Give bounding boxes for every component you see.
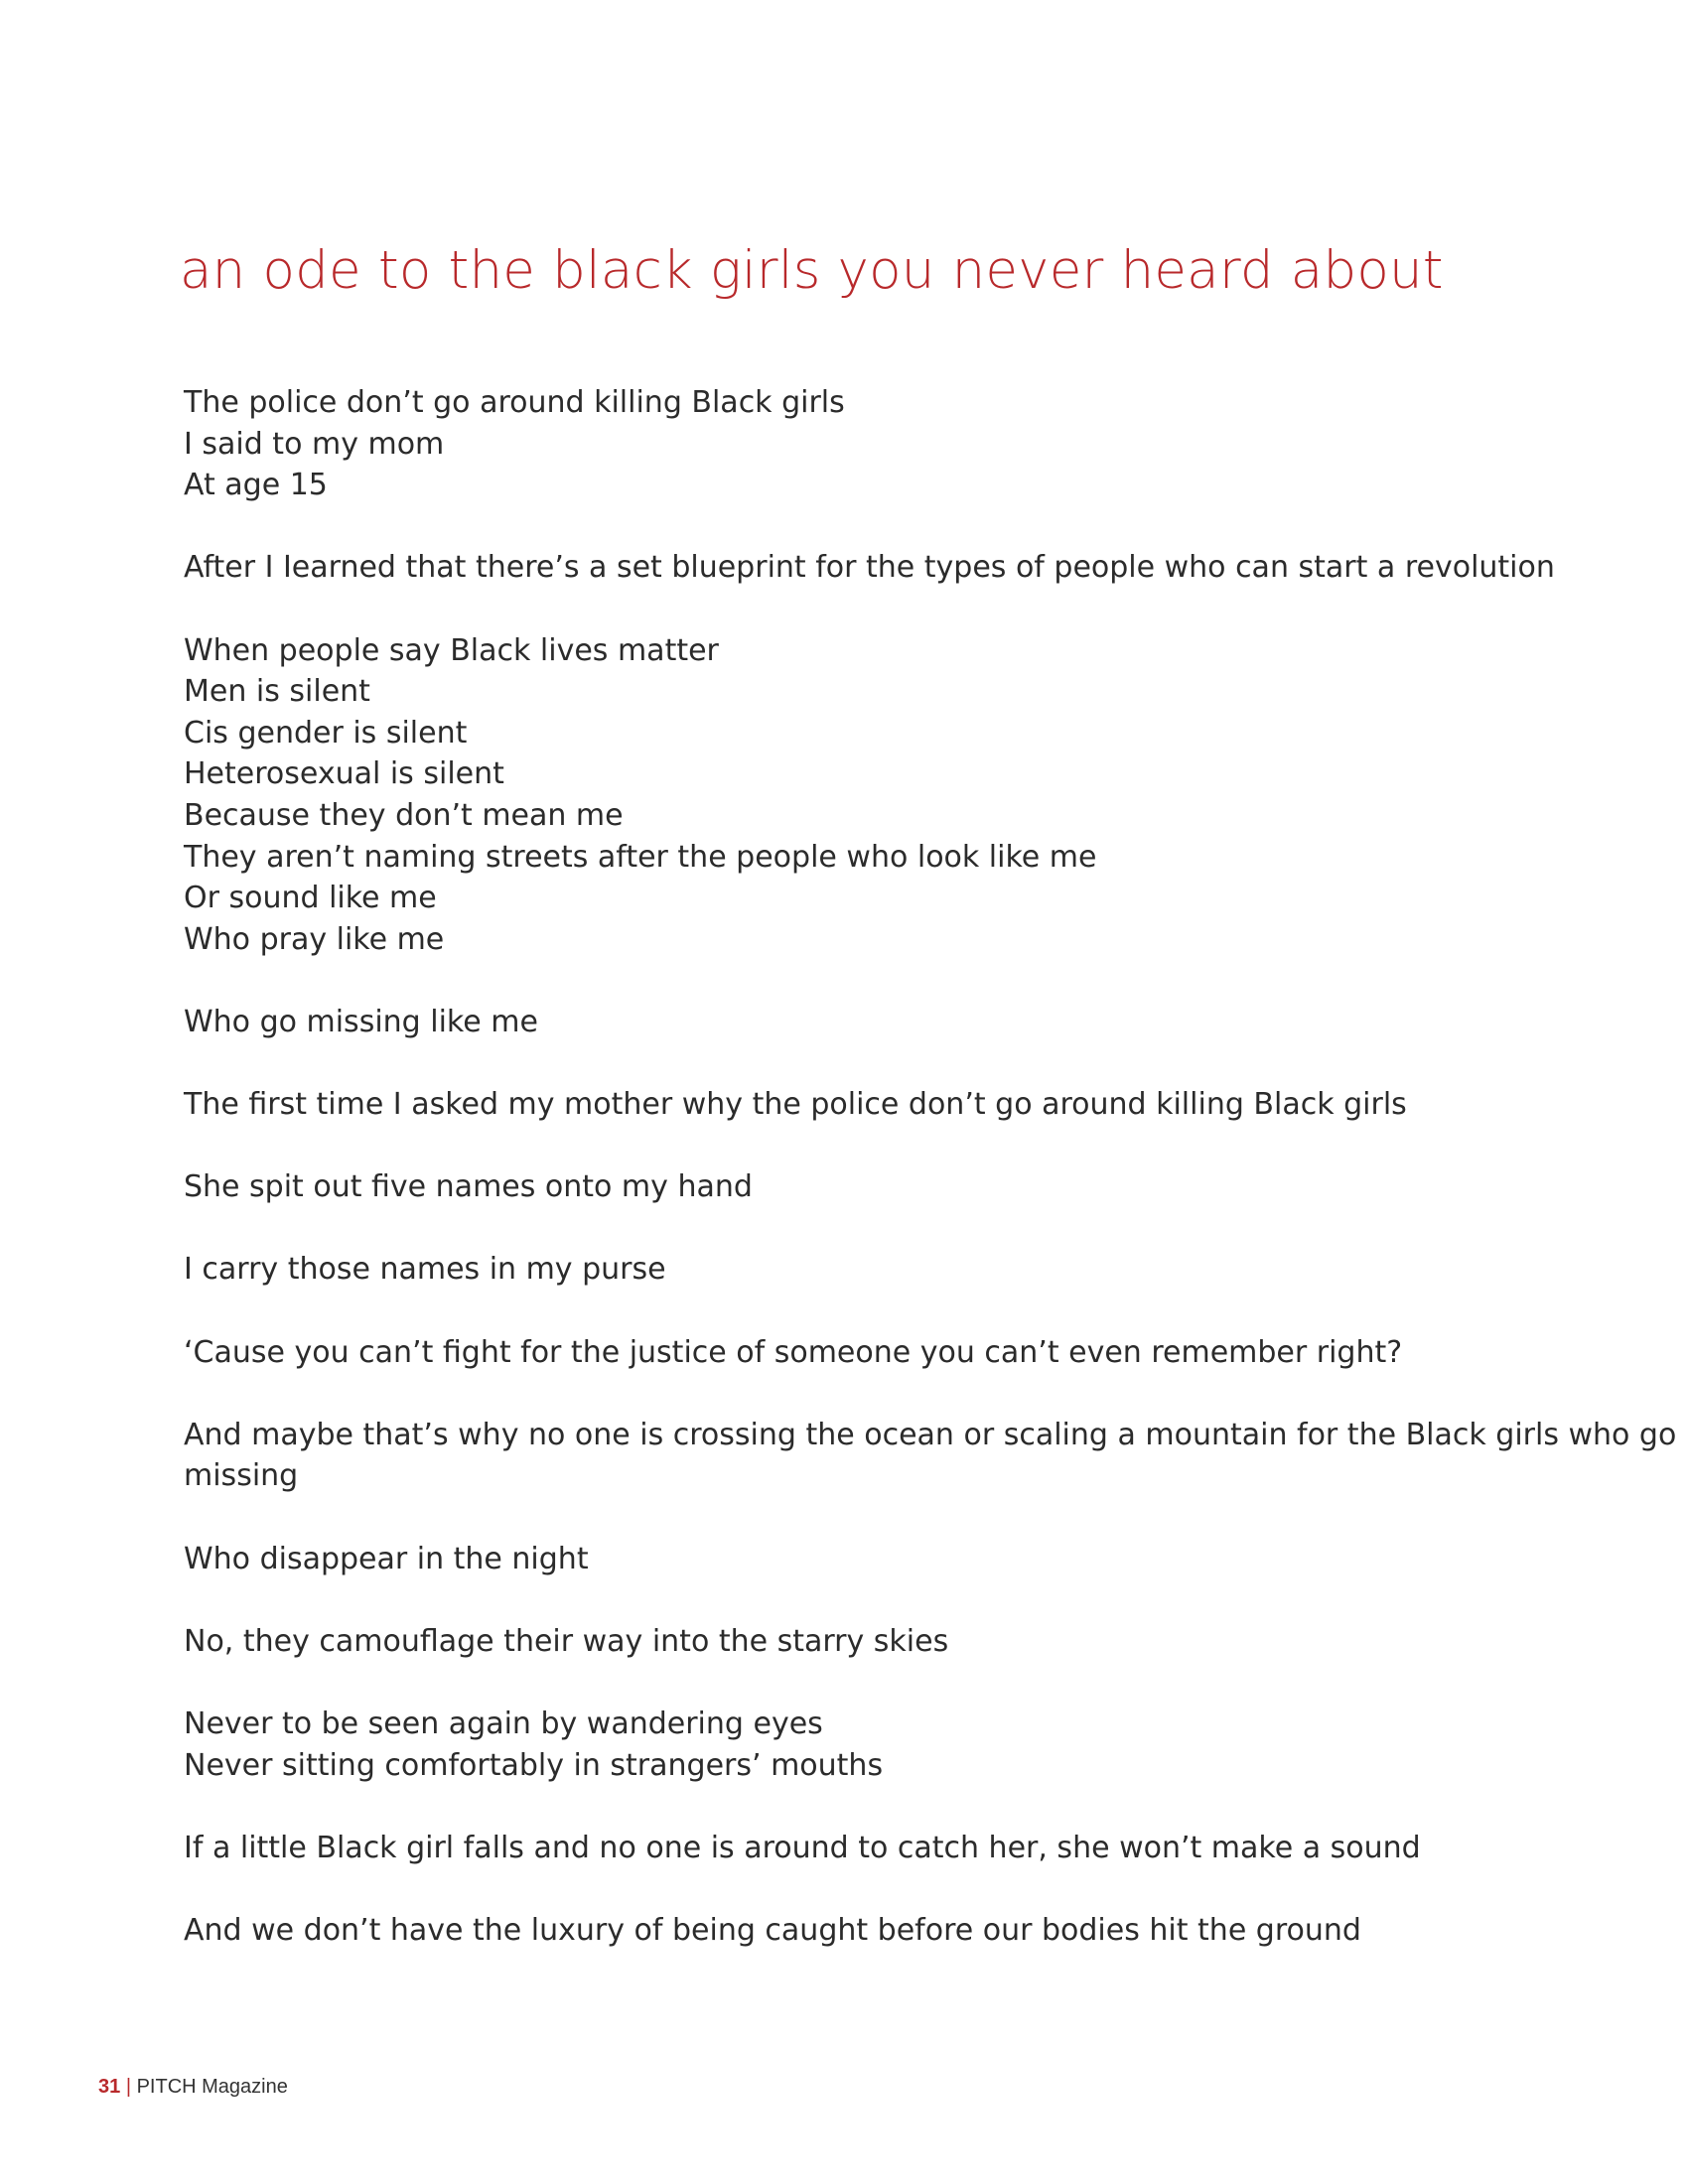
poem-line: After I Iearned that there’s a set blueprint for the types of people who can start a revolution (184, 550, 1555, 586)
poem-stanza (184, 1332, 1514, 1374)
poem-stanza (184, 1704, 1514, 1786)
poem-stanza (184, 1002, 1514, 1043)
poem-line: Never sitting comfortably in strangers’ mouths (184, 1747, 884, 1783)
footer-separator: | (125, 2076, 132, 2098)
poem-stanza (184, 1539, 1514, 1580)
poem-stanza (184, 1910, 1514, 1952)
publication-name: PITCH Magazine (136, 2076, 288, 2098)
poem-line: Because they don’t mean me (184, 797, 624, 833)
poem-line: Men is silent (184, 674, 370, 710)
page-number: 31 (98, 2076, 121, 2098)
poem-line: I carry those names in my purse (184, 1252, 666, 1288)
poem-line: When people say Black lives matter (184, 632, 719, 668)
poem-body (184, 382, 1677, 1992)
poem-line: Who disappear in the night (184, 1541, 589, 1576)
poem-line: Or sound like me (184, 881, 437, 916)
poem-title: an ode to the black girls you never heard about (180, 240, 1444, 301)
poem-stanza (184, 1621, 1514, 1663)
poem-line: The first time I asked my mother why the police don’t go around killing Black girls (184, 1087, 1407, 1123)
poem-line: I said to my mom (184, 426, 445, 462)
poem-line: Cis gender is silent (184, 715, 468, 751)
poem-line: Never to be seen again by wandering eyes (184, 1706, 823, 1741)
poem-line: If a little Black girl falls and no one is around to catch her, she won’t make a sound (184, 1830, 1421, 1865)
poem-stanza (184, 1249, 1514, 1291)
page-footer (98, 2075, 288, 2099)
poem-line: At age 15 (184, 468, 328, 503)
poem-stanza (184, 547, 1555, 589)
poem-line: And we don’t have the luxury of being caught before our bodies hit the ground (184, 1912, 1361, 1948)
poem-stanza (184, 1166, 1514, 1208)
poem-line: Who go missing like me (184, 1004, 538, 1039)
poem-line: ‘Cause you can’t fight for the justice of someone you can’t even remember right? (184, 1334, 1403, 1370)
poem-line: Heterosexual is silent (184, 756, 504, 792)
poem-line: The police don’t go around killing Black girls (184, 385, 845, 420)
poem-line: missing (184, 1458, 299, 1494)
poem-line: And maybe that’s why no one is crossing the ocean or scaling a mountain for the Black girls who go (184, 1417, 1677, 1452)
poem-line: No, they camouflage their way into the starry skies (184, 1623, 949, 1659)
poem-stanza (184, 1828, 1514, 1869)
poem-stanza (184, 1415, 1677, 1497)
poem-line: Who pray like me (184, 921, 445, 957)
poem-line: They aren’t naming streets after the people who look like me (184, 839, 1097, 875)
poem-stanza (184, 1084, 1514, 1126)
poem-line: She spit out five names onto my hand (184, 1169, 753, 1205)
poem-stanza (184, 382, 1514, 506)
poem-stanza (184, 630, 1514, 961)
